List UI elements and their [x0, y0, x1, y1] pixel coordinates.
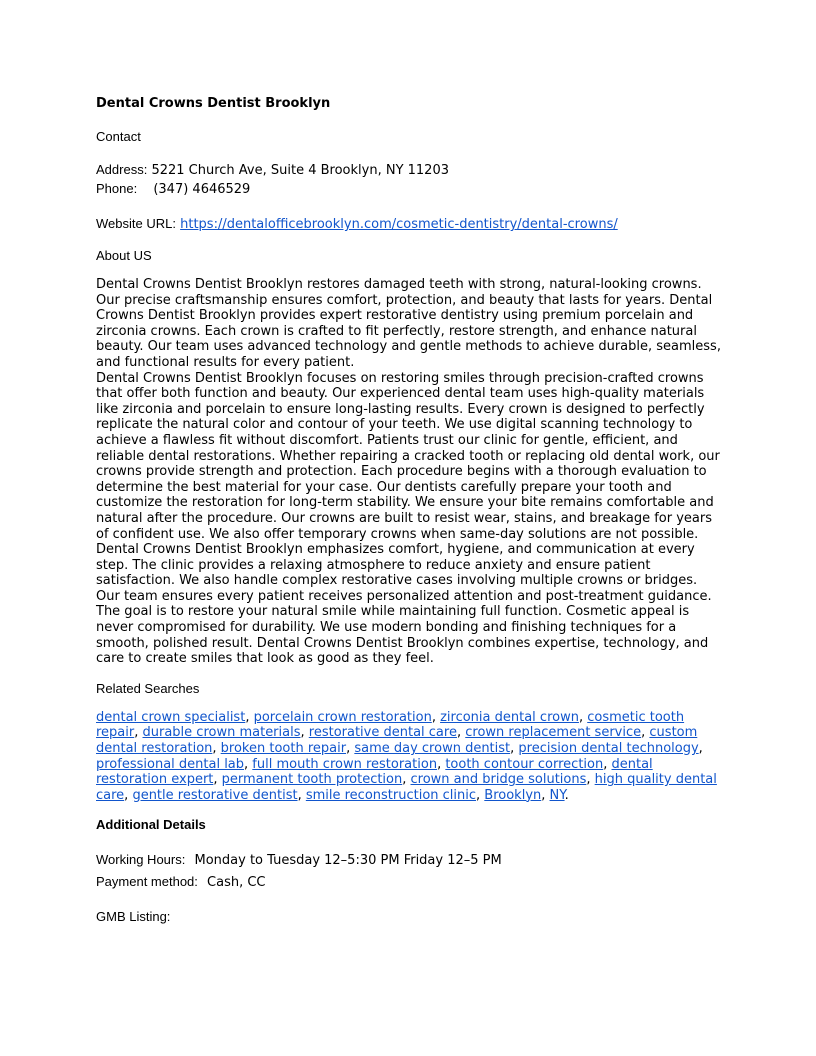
address-label: Address:	[96, 162, 148, 177]
related-search-separator: ,	[213, 772, 222, 788]
address-row	[96, 161, 722, 180]
related-search-link[interactable]: broken tooth repair	[220, 741, 347, 757]
related-search-link[interactable]: custom dental restoration	[96, 725, 698, 757]
related-search-separator: ,	[300, 725, 309, 741]
working-hours-value: Monday to Tuesday 12–5:30 PM Friday 12–5 PM	[194, 853, 502, 869]
document-page	[96, 96, 722, 925]
related-search-separator: ,	[346, 741, 355, 757]
related-search-link[interactable]: full mouth crown restoration	[252, 756, 438, 772]
related-search-link[interactable]: same day crown dentist	[354, 741, 511, 757]
working-hours-row	[96, 849, 722, 871]
related-search-separator: ,	[297, 787, 306, 803]
website-row	[96, 215, 722, 234]
related-search-link[interactable]: dental restoration expert	[96, 756, 653, 788]
website-link[interactable]: https://dentalofficebrooklyn.com/cosmetic-dentistry/dental-crowns/	[180, 217, 618, 232]
payment-method-row	[96, 871, 722, 893]
related-search-link[interactable]: durable crown materials	[142, 725, 301, 741]
phone-label: Phone:	[96, 181, 138, 196]
page-title: Dental Crowns Dentist Brooklyn	[96, 96, 331, 111]
additional-details-heading: Additional Details	[96, 817, 206, 833]
related-search-separator: ,	[541, 787, 550, 803]
related-search-link[interactable]: professional dental lab	[96, 756, 245, 772]
phone-row	[96, 180, 722, 199]
website-label: Website URL:	[96, 216, 176, 231]
related-search-link[interactable]: dental crown specialist	[96, 709, 246, 725]
related-search-separator: ,	[698, 741, 703, 757]
related-search-link[interactable]: restorative dental care	[308, 725, 457, 741]
related-search-separator: ,	[641, 725, 650, 741]
related-search-link[interactable]: crown and bridge solutions	[410, 772, 587, 788]
related-search-link[interactable]: porcelain crown restoration	[253, 709, 432, 725]
related-search-link[interactable]: cosmetic tooth repair	[96, 709, 685, 741]
related-search-separator: ,	[134, 725, 143, 741]
related-search-separator: ,	[437, 756, 446, 772]
related-search-link[interactable]: gentle restorative dentist	[132, 787, 298, 803]
related-search-separator: ,	[578, 709, 588, 725]
payment-method-label: Payment method:	[96, 874, 198, 890]
related-search-link[interactable]: smile reconstruction clinic	[305, 787, 477, 803]
related-searches-list	[96, 710, 722, 804]
about-heading: About US	[96, 248, 152, 263]
address-value: 5221 Church Ave, Suite 4 Brooklyn, NY 11203	[151, 163, 449, 178]
related-search-separator: ,	[244, 756, 253, 772]
related-search-separator: ,	[431, 709, 441, 725]
phone-value: (347) 4646529	[153, 182, 251, 197]
related-search-link[interactable]: zirconia dental crown	[440, 709, 579, 725]
related-search-separator: ,	[510, 741, 519, 757]
related-search-link[interactable]: crown replacement service	[465, 725, 642, 741]
gmb-listing-label: GMB Listing:	[96, 909, 171, 925]
related-search-separator: ,	[245, 709, 254, 725]
related-search-separator: ,	[402, 772, 411, 788]
related-search-separator: ,	[456, 725, 466, 741]
related-search-separator: ,	[212, 741, 221, 757]
related-search-link[interactable]: NY	[549, 787, 565, 803]
related-search-link[interactable]: permanent tooth protection	[221, 772, 403, 788]
related-search-link[interactable]: tooth contour correction	[445, 756, 604, 772]
related-search-link[interactable]: precision dental technology	[518, 741, 699, 757]
about-paragraph: Dental Crowns Dentist Brooklyn restores damaged teeth with strong, natural-looking crowns. Our precise craftsmanship ensures comfort, protection, and beauty that lasts for years. Dental Crowns Dentist Brooklyn provides expert restorative dentistry using premium porcelain and zirconia crowns. Each crown is crafted to fit perfectly, restore strength, and enhance natural beauty. Our team uses advanced technology and gentle methods to achieve durable, seamless, and functional results for every patient.	[96, 277, 721, 370]
related-search-separator: ,	[476, 787, 485, 803]
related-search-separator: .	[564, 787, 569, 803]
related-searches-heading: Related Searches	[96, 680, 200, 696]
working-hours-label: Working Hours:	[96, 852, 186, 868]
related-search-separator: ,	[586, 772, 595, 788]
related-search-separator: ,	[124, 787, 133, 803]
related-search-link[interactable]: high quality dental care	[96, 772, 717, 803]
about-paragraph-2: Dental Crowns Dentist Brooklyn focuses on restoring smiles through precision-crafted crowns that offer both function and beauty. Our experienced dental team uses high-quality materials like zirconia and porcelain to ensure long-lasting results. Every crown is designed to perfectly replicate the natural color and contour of your teeth. We use digital scanning technology to achieve a flawless fit without discomfort. Patients trust our clinic for gentle, efficient, and reliable dental restorations. Whether repairing a cracked tooth or replacing old dental work, our crowns provide strength and protection. Each procedure begins with a thorough evaluation to determine the best material for your case. Our dentists carefully prepare your tooth and customize the restoration for long-term stability. We ensure your bite remains comfortable and natural after the procedure. Our crowns are built to resist wear, stains, and breakage for years of confident use. We also offer temporary crowns when same-day solutions are not possible. Dental Crowns Dentist Brooklyn emphasizes comfort, hygiene, and communication at every step. The clinic provides a relaxing atmosphere to reduce anxiety and ensure patient satisfaction. We also handle complex restorative cases involving multiple crowns or bridges. Our team ensures every patient receives personalized attention and post-treatment guidance. The goal is to restore your natural smile while maintaining full function. Cosmetic appeal is never compromised for durability. We use modern bonding and finishing techniques for a smooth, polished result. Dental Crowns Dentist Brooklyn combines expertise, technology, and care to create smiles that look as good as they feel.	[96, 370, 720, 667]
related-search-link[interactable]: Brooklyn	[484, 787, 542, 803]
payment-method-value: Cash, CC	[207, 875, 266, 891]
contact-heading: Contact	[96, 129, 141, 144]
related-search-separator: ,	[603, 756, 612, 772]
